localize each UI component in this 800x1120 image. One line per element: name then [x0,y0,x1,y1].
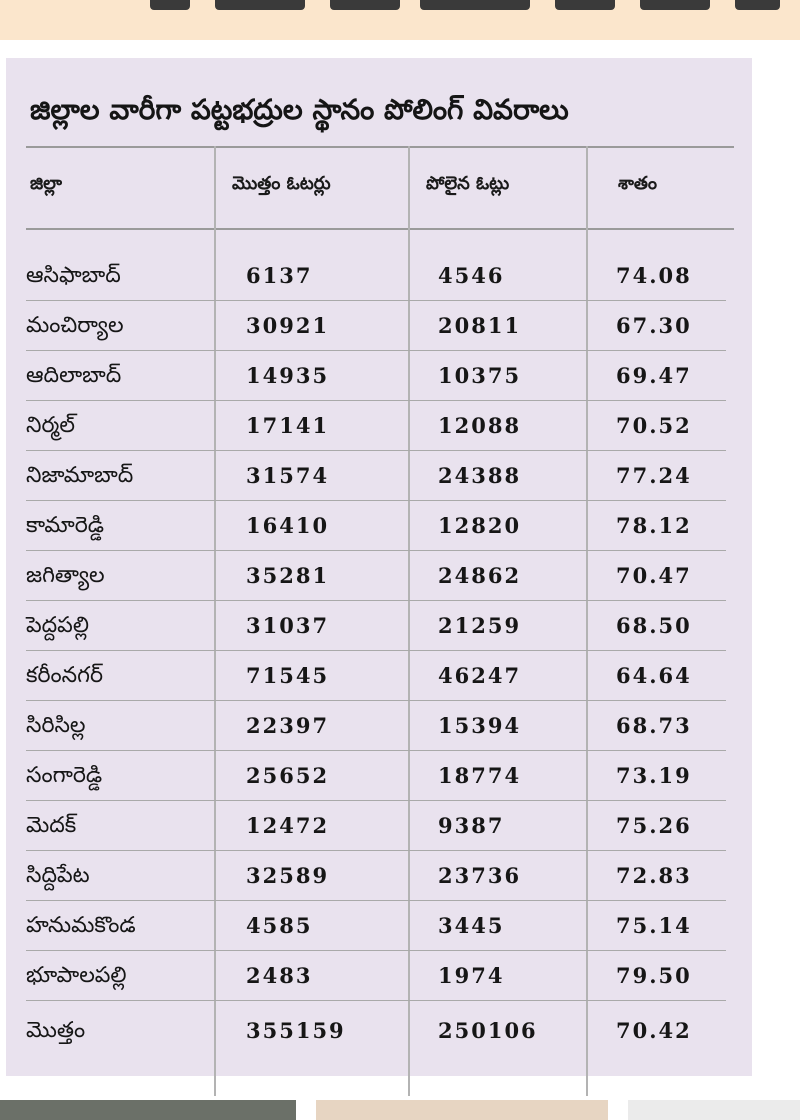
polled-votes: 21259 [438,613,522,638]
photo-thumbnail [0,1100,296,1120]
table-title: జిల్లాల వారీగా పట్టభద్రుల స్థానం పోలింగ్ వివరాలు [30,93,569,126]
photo-thumbnail [628,1100,800,1120]
poll-percent: 74.08 [616,263,692,288]
poll-percent: 68.73 [616,713,692,738]
total-voters: 14935 [246,363,330,388]
total-voters: 4585 [246,913,313,938]
polled-votes: 1974 [438,963,505,988]
district-name: కరీంనగర్ [26,663,104,688]
poll-percent: 78.12 [616,513,692,538]
overall-percent: 70.42 [616,1018,692,1043]
table-row [26,851,726,901]
total-voters: 30921 [246,313,330,338]
total-voters: 2483 [246,963,313,988]
table-row [26,751,726,801]
total-voters: 22397 [246,713,330,738]
polled-votes: 24388 [438,463,522,488]
polled-votes: 12820 [438,513,522,538]
table-row [26,351,726,401]
district-name: ఆసిఫాబాద్ [26,263,121,288]
total-label: మొత్తం [26,1018,86,1043]
total-voters: 71545 [246,663,330,688]
table-row [26,601,726,651]
polled-votes: 15394 [438,713,522,738]
photo-thumbnail [316,1100,608,1120]
poll-percent: 64.64 [616,663,692,688]
district-name: కామారెడ్డి [26,513,105,538]
table-row [26,651,726,701]
district-name: పెద్దపల్లి [26,613,89,638]
poll-percent: 68.50 [616,613,692,638]
table-row [26,801,726,851]
table-row [26,901,726,951]
total-voters: 35281 [246,563,330,588]
poll-percent: 72.83 [616,863,692,888]
district-name: నిజామాబాద్ [26,463,134,488]
table-row [26,501,726,551]
total-row [26,1001,726,1061]
header-top-rule [26,146,734,148]
table-row [26,551,726,601]
total-voters: 31574 [246,463,330,488]
total-voters: 31037 [246,613,330,638]
polled-votes: 20811 [438,313,522,338]
polled-votes: 18774 [438,763,522,788]
district-name: మంచిర్యాల [26,313,124,338]
polled-votes: 3445 [438,913,505,938]
district-name: జగిత్యాల [26,563,105,588]
total-voters: 6137 [246,263,313,288]
poll-percent: 70.52 [616,413,692,438]
total-voters: 17141 [246,413,330,438]
table-row [26,951,726,1001]
total-voters: 16410 [246,513,330,538]
polled-votes: 23736 [438,863,522,888]
header-bottom-rule [26,228,734,230]
table-row [26,251,726,301]
poll-percent: 75.26 [616,813,692,838]
district-name: నిర్మల్ [26,413,75,438]
column-header-polled-votes: పోలైన ఓట్లు [426,173,510,194]
poll-percent: 69.47 [616,363,692,388]
polled-votes: 12088 [438,413,522,438]
district-name: మెదక్ [26,813,77,838]
table-row [26,451,726,501]
poll-percent: 75.14 [616,913,692,938]
table-row [26,701,726,751]
table-row [26,301,726,351]
total-voters-sum: 355159 [246,1018,346,1043]
district-name: ఆదిలాబాద్ [26,363,122,388]
cropped-photo-strip [0,1100,800,1120]
total-voters: 25652 [246,763,330,788]
polled-votes-sum: 250106 [438,1018,538,1043]
column-header-district: జిల్లా [30,173,63,194]
poll-percent: 70.47 [616,563,692,588]
district-name: భూపాలపల్లి [26,963,127,988]
poll-percent: 77.24 [616,463,692,488]
district-name: హనుమకొండ [26,913,136,938]
column-header-percent: శాతం [618,173,658,194]
polled-votes: 24862 [438,563,522,588]
polled-votes: 9387 [438,813,505,838]
column-header-total-voters: మొత్తం ఓటర్లు [232,173,331,194]
total-voters: 12472 [246,813,330,838]
total-voters: 32589 [246,863,330,888]
poll-percent: 73.19 [616,763,692,788]
top-banner [0,0,800,40]
poll-percent: 67.30 [616,313,692,338]
polled-votes: 4546 [438,263,505,288]
polled-votes: 46247 [438,663,522,688]
poll-percent: 79.50 [616,963,692,988]
table-row [26,401,726,451]
district-name: సిరిసిల్ల [26,713,86,738]
district-name: సంగారెడ్డి [26,763,103,788]
district-name: సిద్దిపేట [26,863,90,888]
polled-votes: 10375 [438,363,522,388]
polling-details-card [6,58,752,1076]
